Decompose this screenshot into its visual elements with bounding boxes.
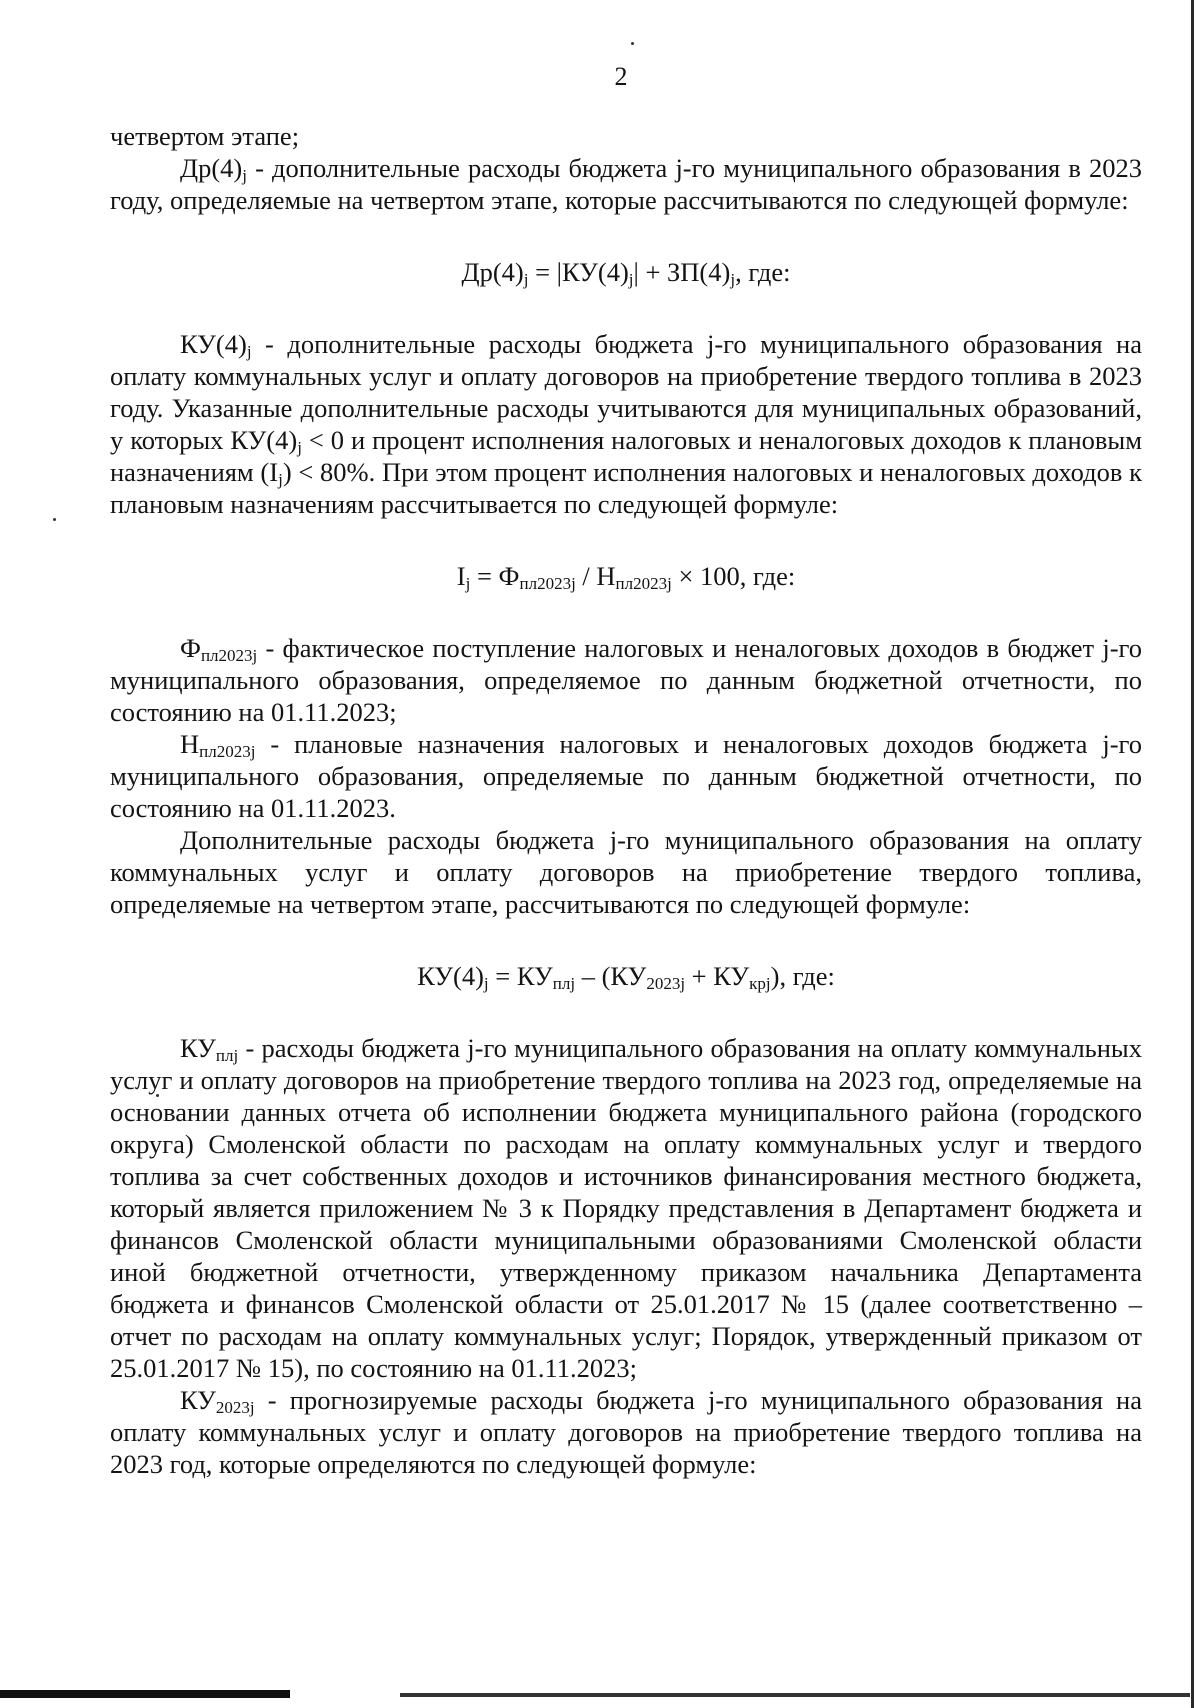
paragraph-ku4-definition: $КУ(4)_j$ - дополнительные расходы бюджета j-го муниципального образования на оплату коммунальных услуг и оплату договоров на приобретение твердого топлива в 2023 году. Указанные дополнительные расходы учитываются для муниципальных образований, у которых $КУ(4)_j < 0$ и процент исполнения налоговых и неналоговых доходов к плановым назначениям $(I_j) < 80\%$. При этом процент исполнения налоговых и неналоговых доходов к плановым назначениям рассчитывается по следующей формуле: bbox=[110, 329, 1142, 519]
paragraph-n-definition: $Н_{пл2023j}$ - плановые назначения налоговых и неналоговых доходов бюджета j-го муниципального образования, определяемые по данным бюджетной отчетности, по состоянию на 01.11.2023. bbox=[110, 729, 1142, 823]
formula-dr4: $Др(4)_j = |КУ(4)_j| + ЗП(4)_j$, где: bbox=[461, 257, 791, 289]
paragraph-f-definition: $Ф_{пл2023j}$ - фактическое поступление налоговых и неналоговых доходов в бюджет j-го муниципального образования, определяемое по данным бюджетной отчетности, по состоянию на 01.11.2023; bbox=[110, 633, 1142, 727]
formula-ku4: $КУ(4)_j = КУ_{плj} - (КУ_{2023j} + КУ_{крj})$, где: bbox=[417, 961, 835, 993]
paragraph-continuation: четвертом этапе; bbox=[110, 121, 300, 151]
document-body bbox=[110, 120, 1142, 1480]
formula-ij: $I_j = Ф_{пл2023j} / Н_{пл2023j} \times 100$, где: bbox=[456, 561, 796, 593]
paragraph-additional-expenses: Дополнительные расходы бюджета j-го муниципального образования на оплату коммунальных услуг и оплату договоров на приобретение твердого топлива, определяемые на четвертом этапе, рассчитываются по следующей формуле: bbox=[110, 825, 1142, 919]
scan-footer-line bbox=[400, 1693, 1190, 1697]
scan-speck bbox=[53, 518, 56, 521]
scan-edge-line bbox=[1191, 0, 1194, 1708]
page-number: 2 bbox=[614, 62, 628, 91]
paragraph-kupl-definition: $КУ_{плj}$ - расходы бюджета j-го муниципального образования на оплату коммунальных услуг и оплату договоров на приобретение твердого топлива на 2023 год, определяемые на основании данных отчета об исполнении бюджета муниципального района (городского округа) Смоленской области по расходам на оплату коммунальных услуг и твердого топлива за счет собственных доходов и источников финансирования местного бюджета, который является приложением № 3 к Порядку представления в Департамент бюджета и финансов Смоленской области муниципальными образованиями Смоленской области иной бюджетной отчетности, утвержденному приказом начальника Департамента бюджета и финансов Смоленской области от 25.01.2017 № 15 (далее соответственно – отчет по расходам на оплату коммунальных услуг; Порядок, утвержденный приказом от 25.01.2017 № 15), по состоянию на 01.11.2023; bbox=[110, 1033, 1142, 1383]
scan-speck bbox=[631, 42, 634, 45]
paragraph-dr4-definition: $Др(4)_j$ - дополнительные расходы бюджета j-го муниципального образования в 2023 году, определяемые на четвертом этапе, которые рассчитываются по следующей формуле: bbox=[110, 153, 1142, 215]
scan-footer-bar bbox=[0, 1690, 290, 1698]
paragraph-ku2023-definition: $КУ_{2023j}$ - прогнозируемые расходы бюджета j-го муниципального образования на оплату коммунальных услуг и оплату договоров на приобретение твердого топлива на 2023 год, которые определяются по следующей формуле: bbox=[110, 1385, 1142, 1479]
